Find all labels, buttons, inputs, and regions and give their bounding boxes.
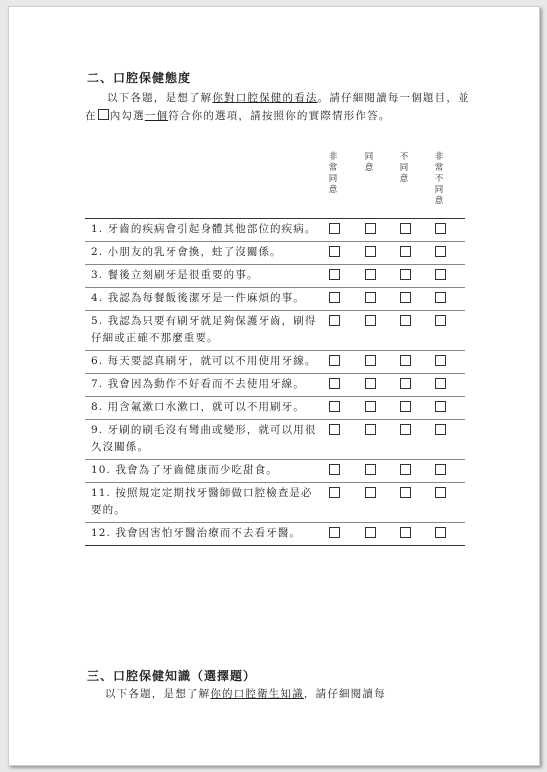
checkbox-strongly-agree[interactable]: [329, 292, 340, 303]
column-header-agree: 同意: [364, 152, 374, 173]
question-row: [85, 420, 465, 460]
checkbox-disagree[interactable]: [400, 315, 411, 326]
question-row: [85, 397, 465, 420]
checkbox-strongly-agree[interactable]: [329, 401, 340, 412]
checkbox-strongly-agree[interactable]: [329, 424, 340, 435]
checkbox-agree[interactable]: [365, 464, 376, 475]
section-2-intro: [85, 89, 471, 125]
intro-underlined-1: 你對口腔保健的看法: [212, 92, 318, 104]
checkbox-disagree[interactable]: [400, 424, 411, 435]
checkbox-agree[interactable]: [365, 269, 376, 280]
checkbox-disagree[interactable]: [400, 464, 411, 475]
checkbox-agree[interactable]: [365, 401, 376, 412]
checkbox-strongly-agree[interactable]: [329, 315, 340, 326]
question-text: 5. 我認為只要有刷牙就足夠保護牙齒，刷得仔細或正確不那麼重要。: [91, 315, 317, 344]
question-row: [85, 460, 465, 483]
intro-text-2: 。請仔細閱讀每一個題目，並在: [85, 92, 470, 122]
checkbox-agree[interactable]: [365, 246, 376, 257]
checkbox-strongly-disagree[interactable]: [435, 527, 446, 538]
attitude-question-table: [85, 218, 465, 546]
checkbox-strongly-agree[interactable]: [329, 487, 340, 498]
checkbox-symbol-icon: [98, 109, 109, 120]
checkbox-disagree[interactable]: [400, 355, 411, 366]
checkbox-disagree[interactable]: [400, 223, 411, 234]
intro-underlined-2: 一個: [144, 110, 169, 122]
section-3-intro-text-1: 以下各題，是想了解: [105, 688, 211, 700]
checkbox-strongly-disagree[interactable]: [435, 246, 446, 257]
checkbox-strongly-agree[interactable]: [329, 269, 340, 280]
checkbox-strongly-agree[interactable]: [329, 378, 340, 389]
checkbox-agree[interactable]: [365, 378, 376, 389]
checkbox-disagree[interactable]: [400, 527, 411, 538]
checkbox-disagree[interactable]: [400, 378, 411, 389]
checkbox-disagree[interactable]: [400, 269, 411, 280]
intro-text-3: 內勾選: [109, 110, 145, 122]
checkbox-strongly-disagree[interactable]: [435, 464, 446, 475]
section-3-intro-underlined: 你的口腔衛生知識: [210, 688, 304, 700]
column-header-strongly-agree: 非常同意: [328, 152, 338, 195]
checkbox-strongly-agree[interactable]: [329, 246, 340, 257]
question-row: [85, 265, 465, 288]
question-row: [85, 242, 465, 265]
checkbox-strongly-disagree[interactable]: [435, 269, 446, 280]
checkbox-strongly-disagree[interactable]: [435, 355, 446, 366]
question-text: 7. 我會因為動作不好看而不去使用牙線。: [91, 378, 305, 390]
section-2-title: 二、口腔保健態度: [87, 71, 192, 85]
column-header-strongly-disagree: 非常不同意: [434, 152, 444, 206]
checkbox-strongly-disagree[interactable]: [435, 292, 446, 303]
question-row: [85, 288, 465, 311]
intro-text-4: 符合你的選項，請按照你的實際情形作答。: [168, 110, 391, 122]
question-row: [85, 351, 465, 374]
question-row: [85, 523, 465, 545]
question-text: 9. 牙刷的刷毛沒有彎曲或變形，就可以用很久沒關係。: [91, 424, 317, 453]
checkbox-agree[interactable]: [365, 527, 376, 538]
checkbox-agree[interactable]: [365, 355, 376, 366]
checkbox-disagree[interactable]: [400, 246, 411, 257]
checkbox-strongly-agree[interactable]: [329, 527, 340, 538]
question-row: [85, 483, 465, 523]
question-text: 8. 用含氟漱口水漱口，就可以不用刷牙。: [91, 401, 305, 413]
question-text: 10. 我會為了牙齒健康而少吃甜食。: [91, 464, 278, 476]
question-row: [85, 374, 465, 397]
checkbox-strongly-agree[interactable]: [329, 355, 340, 366]
question-text: 1. 牙齒的疾病會引起身體其他部位的疾病。: [91, 223, 317, 235]
checkbox-disagree[interactable]: [400, 292, 411, 303]
question-text: 11. 按照規定定期找牙醫師做口腔檢查是必要的。: [91, 487, 313, 516]
checkbox-strongly-disagree[interactable]: [435, 424, 446, 435]
checkbox-disagree[interactable]: [400, 487, 411, 498]
checkbox-strongly-agree[interactable]: [329, 223, 340, 234]
checkbox-strongly-disagree[interactable]: [435, 223, 446, 234]
checkbox-strongly-agree[interactable]: [329, 464, 340, 475]
checkbox-strongly-disagree[interactable]: [435, 315, 446, 326]
question-text: 12. 我會因害怕牙醫治療而不去看牙醫。: [91, 527, 302, 539]
section-3-title: 三、口腔保健知識（選擇題）: [87, 669, 257, 683]
checkbox-strongly-disagree[interactable]: [435, 487, 446, 498]
question-row: [85, 311, 465, 351]
question-row: [85, 219, 465, 242]
document-page: [8, 6, 540, 766]
question-text: 6. 每天要認真刷牙，就可以不用使用牙線。: [91, 355, 317, 367]
intro-text-1: 以下各題，是想了解: [107, 92, 213, 104]
question-text: 2. 小朋友的乳牙會換，蛀了沒關係。: [91, 246, 282, 258]
checkbox-disagree[interactable]: [400, 401, 411, 412]
question-text: 4. 我認為每餐飯後潔牙是一件麻煩的事。: [91, 292, 305, 304]
checkbox-strongly-disagree[interactable]: [435, 378, 446, 389]
checkbox-agree[interactable]: [365, 487, 376, 498]
checkbox-strongly-disagree[interactable]: [435, 401, 446, 412]
section-3-intro-text-2: ，請仔細閱讀每: [303, 688, 386, 700]
checkbox-agree[interactable]: [365, 223, 376, 234]
column-header-disagree: 不同意: [399, 152, 409, 184]
question-text: 3. 餐後立刻刷牙是很重要的事。: [91, 269, 259, 281]
checkbox-agree[interactable]: [365, 424, 376, 435]
page-content: [9, 7, 539, 765]
checkbox-agree[interactable]: [365, 315, 376, 326]
checkbox-agree[interactable]: [365, 292, 376, 303]
section-3-intro: [85, 685, 485, 703]
